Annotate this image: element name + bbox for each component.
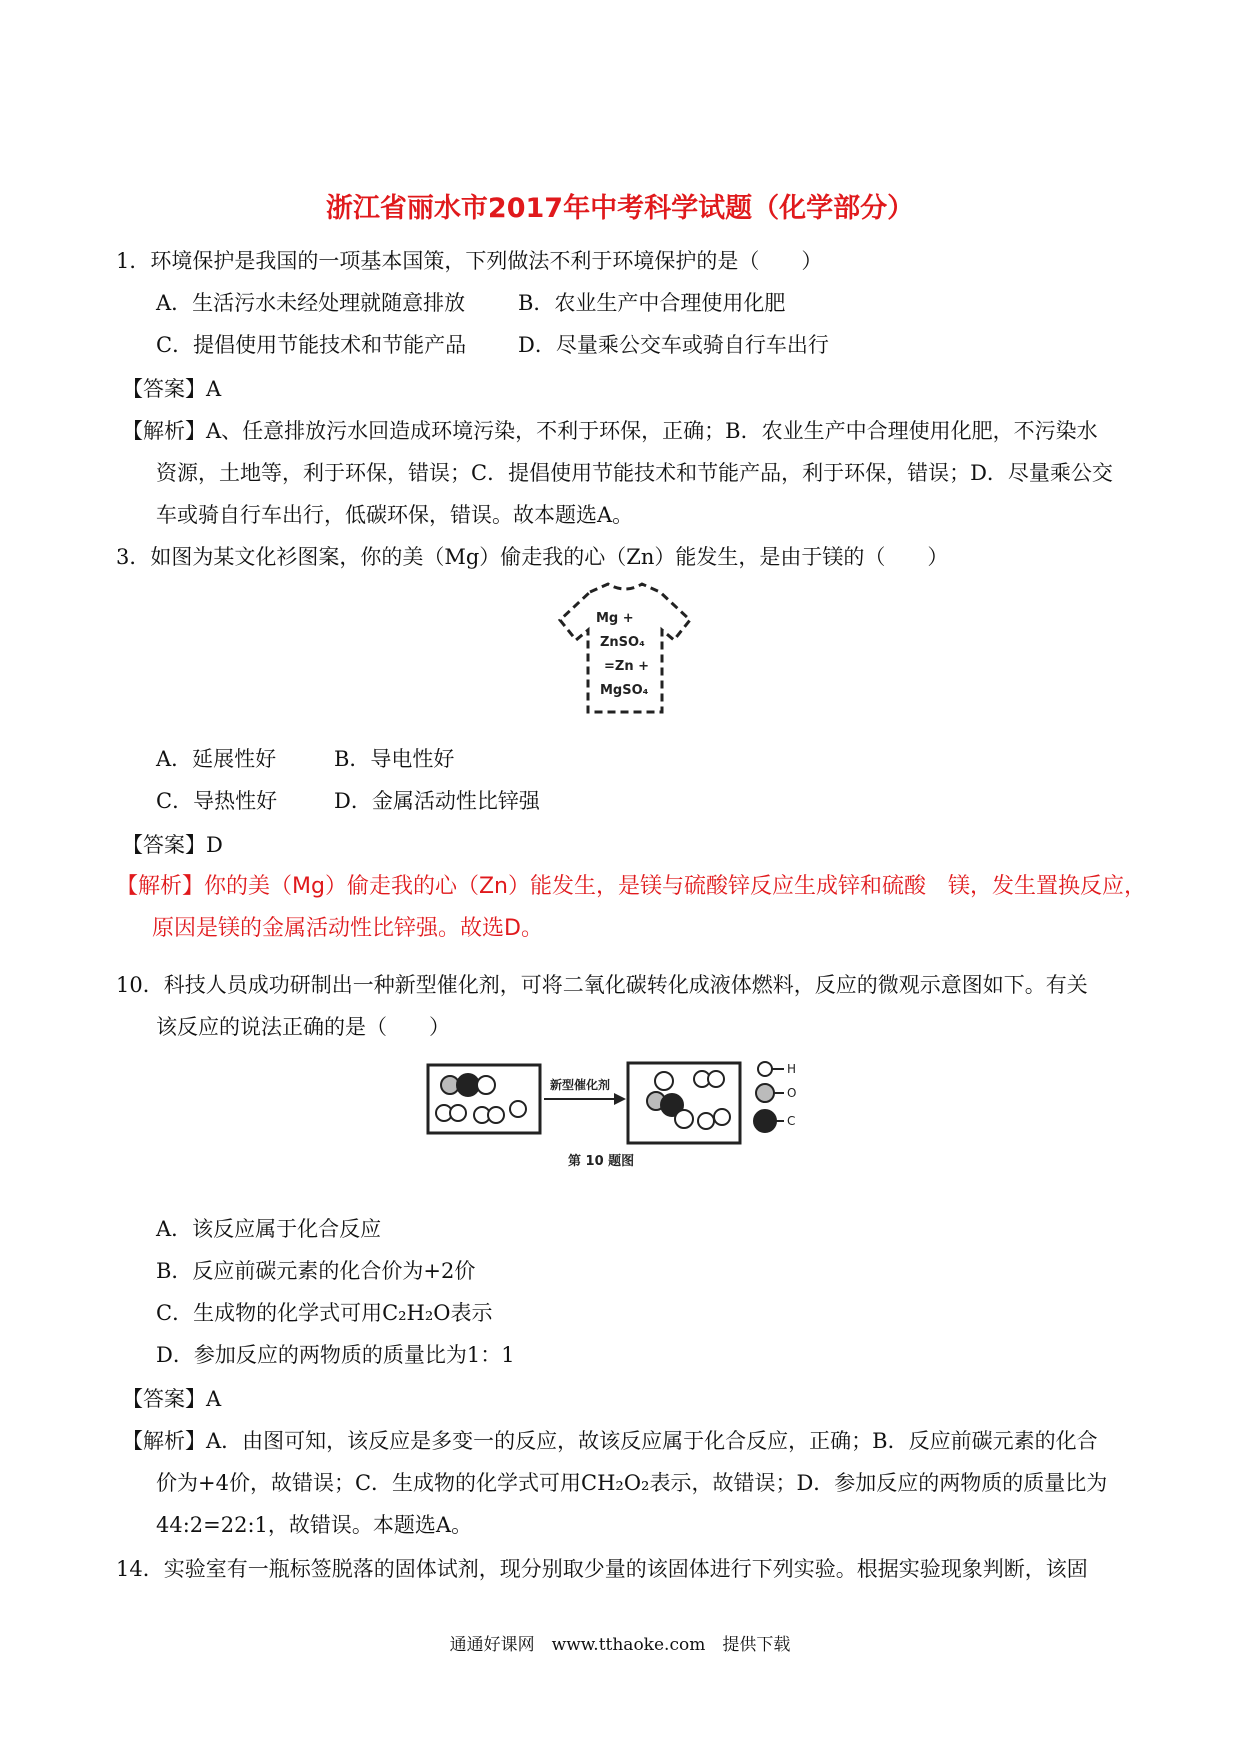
q10-option-d: D．参加反应的两物质的质量比为1：1 <box>156 1343 515 1367</box>
catalyst-label: 新型催化剂 <box>550 1078 611 1092</box>
q10-analysis-line: 44:2=22:1，故错误。本题选A。 <box>156 1513 473 1537</box>
q14-stem: 14．实验室有一瓶标签脱落的固体试剂，现分别取少量的该固体进行下列实验。根据实验现象判断，该固 <box>116 1557 1088 1581</box>
q10-stem-line: 10．科技人员成功研制出一种新型催化剂，可将二氧化碳转化成液体燃料，反应的微观示意图如下。有关 <box>116 973 1088 997</box>
q10-stem-line: 该反应的说法正确的是（ ） <box>156 1015 450 1039</box>
tshirt-formula-line: ZnSO₄ <box>600 635 645 650</box>
q3-option-a: A．延展性好 <box>156 747 277 771</box>
q10-analysis-line: 【解析】A．由图可知，该反应是多变一的反应，故该反应属于化合反应，正确；B．反应前碳元素的化合 <box>122 1429 1098 1453</box>
tshirt-formula-line: Mg + <box>596 611 634 626</box>
q1-stem: 1．环境保护是我国的一项基本国策，下列做法不利于环境保护的是（ ） <box>116 249 823 273</box>
page-footer: 通通好课网 www.tthaoke.com 提供下载 <box>449 1635 791 1655</box>
tshirt-formula-line: MgSO₄ <box>600 683 649 698</box>
q3-option-c: C．导热性好 <box>156 789 278 813</box>
q10-option-c: C．生成物的化学式可用C₂H₂O表示 <box>156 1301 493 1325</box>
legend-o: O <box>787 1086 797 1100</box>
figure-caption: 第 10 题图 <box>568 1154 635 1169</box>
q3-option-d: D．金属活动性比锌强 <box>334 789 540 813</box>
q1-answer: 【答案】A <box>122 377 222 401</box>
q1-option-b: B．农业生产中合理使用化肥 <box>518 291 786 315</box>
reaction-diagram <box>420 1055 830 1170</box>
q3-analysis-line: 【解析】你的美（Mg）偷走我的心（Zn）能发生，是镁与硫酸锌反应生成锌和硫酸 镁，发生置换反应， <box>116 874 1146 899</box>
q3-answer: 【答案】D <box>122 833 223 857</box>
q10-option-a: A．该反应属于化合反应 <box>156 1217 382 1241</box>
q1-analysis-line: 车或骑自行车出行，低碳环保，错误。故本题选A。 <box>156 503 634 527</box>
q10-analysis-line: 价为+4价，故错误；C．生成物的化学式可用CH₂O₂表示，故错误；D．参加反应的两物质的质量比为 <box>156 1471 1108 1495</box>
page-title: 浙江省丽水市2017年中考科学试题（化学部分） <box>325 193 915 224</box>
q1-analysis-line: 【解析】A、任意排放污水回造成环境污染，不利于环保，正确；B．农业生产中合理使用化肥，不污染水 <box>122 419 1098 443</box>
q1-option-a: A．生活污水未经处理就随意排放 <box>156 291 466 315</box>
q10-option-b: B．反应前碳元素的化合价为+2价 <box>156 1259 476 1283</box>
legend-c: C <box>787 1114 796 1128</box>
q10-answer: 【答案】A <box>122 1387 222 1411</box>
tshirt-figure <box>550 580 700 720</box>
q3-stem: 3．如图为某文化衫图案，你的美（Mg）偷走我的心（Zn）能发生，是由于镁的（ ） <box>116 545 949 569</box>
q1-option-c: C．提倡使用节能技术和节能产品 <box>156 333 467 357</box>
q3-option-b: B．导电性好 <box>334 747 455 771</box>
tshirt-formula-line: =Zn + <box>604 659 649 674</box>
q1-option-d: D．尽量乘公交车或骑自行车出行 <box>518 333 829 357</box>
legend-h: H <box>787 1062 797 1076</box>
q1-analysis-line: 资源，土地等，利于环保，错误；C．提倡使用节能技术和节能产品，利于环保，错误；D．尽量乘公交 <box>156 461 1113 485</box>
q3-analysis-line: 原因是镁的金属活动性比锌强。故选D。 <box>152 916 543 941</box>
